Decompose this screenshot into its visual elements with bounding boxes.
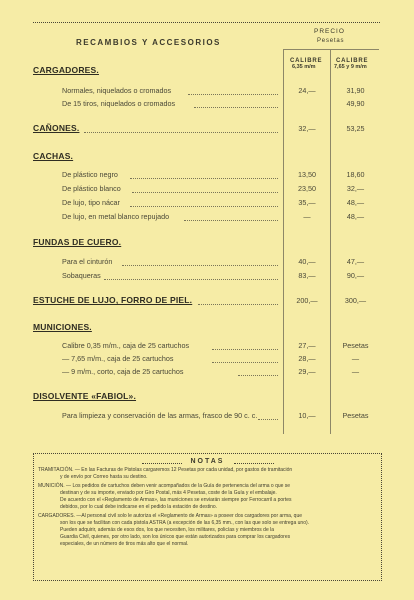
item-label: De lujo, tipo nácar	[62, 198, 120, 207]
leader-dots	[258, 419, 278, 420]
price-col1: 40,—	[298, 257, 316, 266]
price-col1: 32,—	[298, 124, 316, 133]
leader-dots	[130, 206, 278, 207]
header-rule	[283, 49, 379, 50]
price-col1: 29,—	[298, 367, 316, 376]
note-line: Pueden adquirir, además de esos dos, los que necesiten, los militares, policías y miembros de la	[60, 527, 275, 533]
price-col1: 35,—	[298, 198, 316, 207]
price-col2: Pesetas	[342, 341, 369, 350]
item-label: Para el cinturón	[62, 257, 113, 266]
item-label: Normales, niquelados o cromados	[62, 86, 172, 95]
price-col2: 48,—	[346, 198, 365, 207]
item-label: De plástico blanco	[62, 184, 121, 193]
price-col1: 200,—	[296, 296, 318, 305]
price-col1: 28,—	[298, 354, 316, 363]
price-col1: 27,—	[298, 341, 316, 350]
price-col2: —	[351, 354, 360, 363]
col1-header-line2: 6,35 m/m	[292, 64, 316, 70]
item-label: Para limpieza y conservación de las armas, frasco de 90 c. c.	[62, 411, 258, 420]
item-label: Sobaqueras	[62, 271, 101, 280]
section-canones-title: CAÑONES.	[33, 123, 80, 133]
section-disolvente-title: DISOLVENTE «FABIOL».	[33, 391, 137, 401]
leader-dots	[212, 349, 278, 350]
price-col1: 83,—	[298, 271, 316, 280]
pesetas-label: Pesetas	[317, 38, 345, 44]
page-title: RECAMBIOS Y ACCESORIOS	[76, 38, 221, 47]
item-label: De lujo, en metal blanco repujado	[62, 212, 170, 221]
price-col2: 31,90	[346, 86, 365, 95]
price-col1: —	[303, 212, 311, 221]
leader-dots	[212, 362, 278, 363]
price-col2: 90,—	[346, 271, 365, 280]
notes-box	[33, 453, 382, 581]
price-col2: 48,—	[346, 212, 365, 221]
leader-dots	[198, 304, 278, 305]
section-municiones-title: MUNICIONES.	[33, 322, 92, 332]
price-col1: 23,50	[298, 184, 316, 193]
leader-dots	[130, 178, 278, 179]
price-col2: 32,—	[346, 184, 365, 193]
price-col1: 24,—	[298, 86, 316, 95]
note-line: destinan y de su importe, enviado por Giro Postal, más 4 Pesetas, coste de la Guía y el embalaje.	[60, 490, 277, 496]
item-label: — 7,65 m/m., caja de 25 cartuchos	[62, 354, 174, 363]
price-col2: 49,90	[346, 99, 365, 108]
item-label: — 9 m/m., corto, caja de 25 cartuchos	[62, 367, 184, 376]
note-line: y de envío por Correo hasta su destino.	[60, 474, 148, 480]
price-col2: 53,25	[346, 124, 365, 133]
section-estuche-title: ESTUCHE DE LUJO, FORRO DE PIEL.	[33, 295, 193, 305]
top-dotted-rule	[33, 22, 380, 23]
col2-header-line1: CALIBRE	[336, 58, 369, 64]
price-col1: 10,—	[298, 411, 316, 420]
price-col2: Pesetas	[342, 411, 369, 420]
leader-dots	[184, 220, 278, 221]
leader-dots	[188, 94, 278, 95]
section-cargadores-title: CARGADORES.	[33, 65, 99, 75]
column-divider-left	[283, 49, 284, 434]
note-line: CARGADORES. —Al personal civil solo le autoriza el «Reglamento de Armas» a poseer dos cargadores por arma, que	[38, 513, 303, 519]
item-label: Calibre 0,35 m/m., caja de 25 cartuchos	[62, 341, 190, 350]
note-line: TRAMITACIÓN. — En las Facturas de Pistolas cargaremos 12 Pesetas por cada unidad, por gastos de tramitación	[38, 467, 293, 473]
notes-title: NOTAS	[190, 458, 225, 465]
item-label: De 15 tiros, niquelados o cromados	[62, 99, 176, 108]
leader-dots	[238, 375, 278, 376]
note-line: MUNICIÓN. — Los pedidos de cartuchos deben venir acompañados de la Guía de pertenencia del arma o que se	[38, 483, 291, 489]
precio-label: PRECIO	[314, 28, 345, 35]
note-line: especiales, de un número de tiros más alto que el normal.	[60, 541, 189, 547]
notes-title-rule-left	[142, 463, 182, 464]
price-col2: —	[351, 367, 360, 376]
leader-dots	[104, 279, 278, 280]
col1-header-line1: CALIBRE	[290, 58, 323, 64]
col2-header-line2: 7,65 y 9 m/m	[334, 64, 367, 70]
leader-dots	[132, 192, 278, 193]
note-line: debidos, por lo cual debe indicarse en el pedido la estación de destino.	[60, 504, 218, 510]
note-line: Guardia Civil, quienes, por otro lado, son los únicos que están autorizados para comprar los cargadores	[60, 534, 291, 540]
item-label: De plástico negro	[62, 170, 118, 179]
price-col2: 300,—	[344, 296, 367, 305]
price-col2: 18,60	[346, 170, 365, 179]
leader-dots	[84, 132, 278, 133]
leader-dots	[194, 107, 278, 108]
note-line: son los que se facilitan con cada pistola ASTRA (a excepción de las 6,35 mm., con las que solo se entrega uno).	[60, 520, 310, 526]
leader-dots	[122, 265, 278, 266]
price-col1: 13,50	[298, 170, 316, 179]
note-line: De acuerdo con el «Reglamento de Armas», las municiones se enviarán siempre por Ferrocarril a portes	[60, 497, 292, 503]
price-col2: 47,—	[346, 257, 365, 266]
section-cachas-title: CACHAS.	[33, 151, 74, 161]
notes-title-rule-right	[234, 463, 274, 464]
section-fundas-title: FUNDAS DE CUERO.	[33, 237, 122, 247]
